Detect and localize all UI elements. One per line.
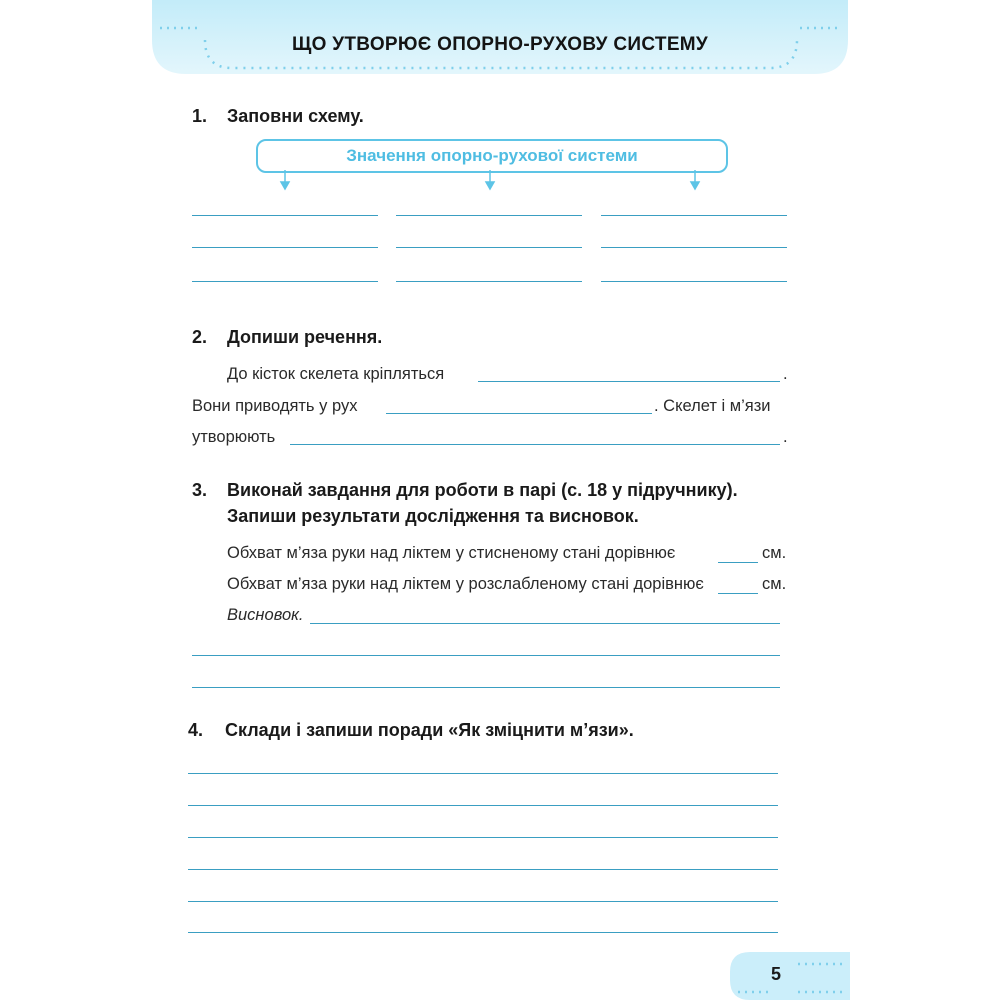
task4-answer-line[interactable] — [188, 932, 778, 933]
scheme-line[interactable] — [396, 281, 582, 282]
task3-unit1: см. — [762, 544, 787, 562]
task4-answer-line[interactable] — [188, 805, 778, 806]
task3-measure1-field[interactable] — [718, 562, 758, 563]
task2-text: Допиши речення. — [227, 327, 383, 347]
page-number-tab — [730, 952, 850, 1000]
scheme-line[interactable] — [601, 247, 787, 248]
task2-answer-line[interactable] — [386, 413, 652, 414]
task2-line3-end: . — [783, 428, 788, 446]
scheme-title-box — [256, 139, 728, 173]
task3-text-line2: Запиши результати дослідження та висновок. — [227, 506, 639, 526]
task2-answer-line[interactable] — [290, 444, 780, 445]
task3-measure2-field[interactable] — [718, 593, 758, 594]
page-number: 5 — [771, 964, 782, 984]
task2-line1-text: До кісток скелета кріпляться — [227, 365, 445, 383]
scheme-line[interactable] — [601, 215, 787, 216]
task2-line2-mid: . Скелет і м’язи — [654, 397, 771, 415]
task4-answer-line[interactable] — [188, 901, 778, 902]
scheme-line[interactable] — [601, 281, 787, 282]
page-title: ЩО УТВОРЮЄ ОПОРНО-РУХОВУ СИСТЕМУ — [291, 34, 709, 55]
task2-line3-text: утворюють — [192, 428, 276, 446]
task1-text: Заповни схему. — [227, 106, 364, 126]
task4-answer-line[interactable] — [188, 837, 778, 838]
task3-unit2: см. — [762, 575, 787, 593]
task4-text: Склади і запиши поради «Як зміцнити м’язи». — [225, 720, 634, 740]
task2-number: 2. — [192, 327, 208, 347]
task3-measure1: Обхват м’яза руки над ліктем у стисненому стані дорівнює — [227, 544, 676, 562]
task3-conclusion-line[interactable] — [310, 623, 780, 624]
scheme-line[interactable] — [396, 215, 582, 216]
scheme-arrows — [270, 170, 710, 195]
task3-text-line1: Виконай завдання для роботи в парі (с. 18 у підручнику). — [227, 480, 738, 500]
task2-line2-text: Вони приводять у рух — [192, 397, 358, 415]
task3-measure2: Обхват м’яза руки над ліктем у розслабленому стані дорівнює — [227, 575, 704, 593]
task2-answer-line[interactable] — [478, 381, 780, 382]
task3-conclusion-line[interactable] — [192, 655, 780, 656]
task1-number: 1. — [192, 106, 208, 126]
task4-answer-line[interactable] — [188, 773, 778, 774]
scheme-line[interactable] — [192, 247, 378, 248]
scheme-line[interactable] — [396, 247, 582, 248]
task4-answer-line[interactable] — [188, 869, 778, 870]
scheme-line[interactable] — [192, 281, 378, 282]
task2-line1-end: . — [783, 365, 788, 383]
task4-number: 4. — [188, 720, 204, 740]
task3-conclusion-label: Висновок. — [227, 606, 304, 624]
scheme-line[interactable] — [192, 215, 378, 216]
scheme-title: Значення опорно-рухової системи — [346, 146, 638, 165]
task3-number: 3. — [192, 480, 208, 500]
task3-conclusion-line[interactable] — [192, 687, 780, 688]
